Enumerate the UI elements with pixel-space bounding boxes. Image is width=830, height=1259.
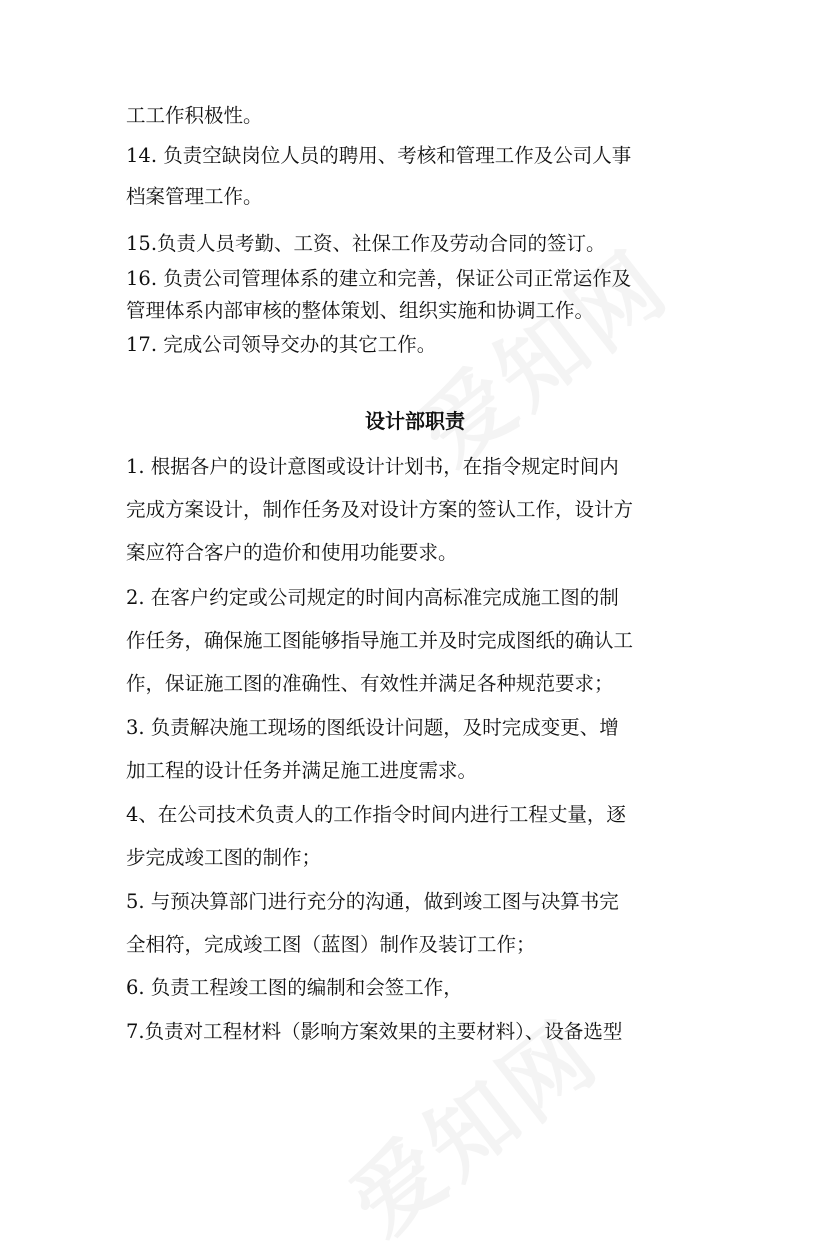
paragraph-line: 3. 负责解决施工现场的图纸设计问题，及时完成变更、增	[126, 716, 619, 739]
paragraph-line: 档案管理工作。	[126, 185, 263, 208]
paragraph-line: 5. 与预决算部门进行充分的沟通，做到竣工图与决算书完	[126, 890, 619, 913]
paragraph-line: 2. 在客户约定或公司规定的时间内高标准完成施工图的制	[126, 586, 619, 609]
paragraph-line: 步完成竣工图的制作；	[126, 846, 322, 869]
paragraph-line: 15.负责人员考勤、工资、社保工作及劳动合同的签订。	[126, 232, 606, 255]
paragraph-line: 全相符，完成竣工图（蓝图）制作及装订工作；	[126, 933, 536, 956]
paragraph-line: 加工程的设计任务并满足施工进度需求。	[126, 759, 478, 782]
paragraph-line: 17. 完成公司领导交办的其它工作。	[126, 333, 437, 356]
paragraph-line: 4、在公司技术负责人的工作指令时间内进行工程丈量，逐	[126, 803, 626, 826]
paragraph-line: 工工作积极性。	[126, 104, 263, 127]
paragraph-line: 6. 负责工程竣工图的编制和会签工作，	[126, 976, 463, 999]
paragraph-line: 完成方案设计，制作任务及对设计方案的签认工作，设计方	[126, 498, 634, 521]
paragraph-line: 案应符合客户的造价和使用功能要求。	[126, 541, 458, 564]
paragraph-line: 1. 根据各户的设计意图或设计计划书，在指令规定时间内	[126, 455, 619, 478]
paragraph-line: 作任务，确保施工图能够指导施工并及时完成图纸的确认工	[126, 629, 634, 652]
paragraph-line: 14. 负责空缺岗位人员的聘用、考核和管理工作及公司人事	[126, 144, 632, 167]
paragraph-line: 16. 负责公司管理体系的建立和完善，保证公司正常运作及	[126, 267, 632, 290]
paragraph-line: 作，保证施工图的准确性、有效性并满足各种规范要求；	[126, 672, 614, 695]
paragraph-line: 7.负责对工程材料（影响方案效果的主要材料）、设备选型	[126, 1020, 623, 1043]
paragraph-line: 管理体系内部审核的整体策划、组织实施和协调工作。	[126, 299, 595, 322]
section-title: 设计部职责	[365, 409, 465, 433]
